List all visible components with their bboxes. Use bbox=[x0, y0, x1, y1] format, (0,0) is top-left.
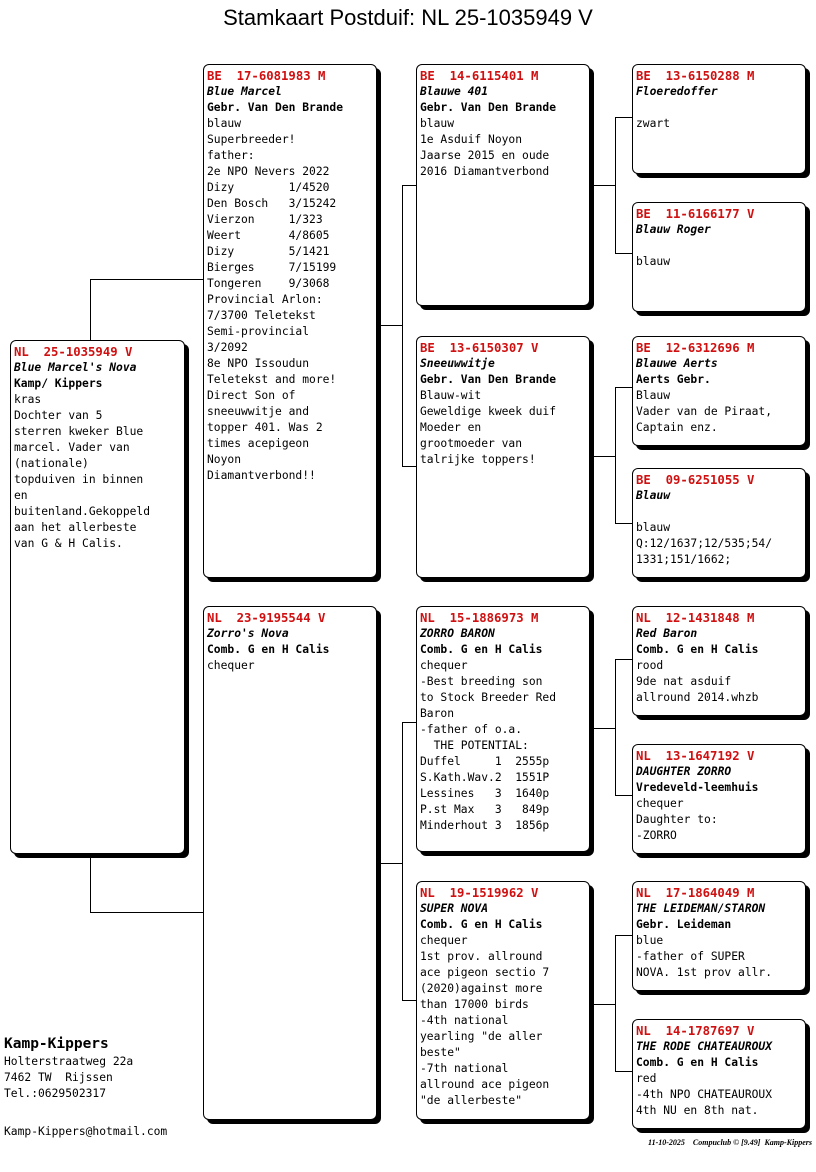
page-title: Stamkaart Postduif: NL 25-1035949 V bbox=[223, 5, 593, 30]
spacer bbox=[636, 100, 802, 116]
info-line: -ZORRO bbox=[636, 829, 677, 842]
owner-name: Comb. G en H Calis bbox=[636, 643, 759, 656]
card-subject[interactable] bbox=[10, 340, 185, 854]
info-line: Duffel 1 2555p bbox=[420, 755, 550, 768]
info-line: 1st prov. allround bbox=[420, 950, 543, 963]
info-line: chequer bbox=[636, 797, 684, 810]
connector-line bbox=[615, 523, 633, 524]
info-line: Noyon bbox=[207, 453, 242, 466]
info-line: van G & H Calis. bbox=[14, 537, 123, 550]
info-line: 1331;151/1662; bbox=[636, 553, 732, 566]
info-line: Lessines 3 1640p bbox=[420, 787, 550, 800]
ring-number: BE 14-6115401 M bbox=[420, 69, 539, 83]
ring-number: NL 23-9195544 V bbox=[207, 611, 326, 625]
info-line: times acepigeon bbox=[207, 437, 310, 450]
breeder-city: 7462 TW Rijssen bbox=[4, 1071, 113, 1084]
info-line: 1e Asduif Noyon bbox=[420, 133, 523, 146]
info-line: Semi-provincial bbox=[207, 325, 310, 338]
breeder-info bbox=[4, 1034, 133, 1102]
info-line: -4th national bbox=[420, 1014, 509, 1027]
ring-number: BE 11-6166177 V bbox=[636, 207, 755, 221]
owner-name: Gebr. Van Den Brande bbox=[207, 101, 344, 114]
info-line: (2020)against more bbox=[420, 982, 543, 995]
info-line: Captain enz. bbox=[636, 421, 718, 434]
info-line: (nationale) bbox=[14, 457, 89, 470]
connector-line bbox=[90, 279, 205, 280]
owner-name: Gebr. Van Den Brande bbox=[420, 373, 557, 386]
ring-number: BE 13-6150307 V bbox=[420, 341, 539, 355]
card-mmf[interactable] bbox=[632, 881, 806, 991]
pigeon-name: DAUGHTER ZORRO bbox=[636, 765, 732, 778]
info-line: Dizy 1/4520 bbox=[207, 181, 330, 194]
card-mother[interactable] bbox=[203, 606, 377, 1120]
owner-name: Kamp/ Kippers bbox=[14, 377, 103, 390]
info-line: -father of o.a. bbox=[420, 723, 523, 736]
info-line: -father of SUPER bbox=[636, 950, 745, 963]
info-line: -7th national bbox=[420, 1062, 509, 1075]
connector-line bbox=[615, 659, 616, 796]
pigeon-name: Blue Marcel's Nova bbox=[14, 361, 137, 374]
info-line: red bbox=[636, 1072, 657, 1085]
info-line: Bierges 7/15199 bbox=[207, 261, 337, 274]
info-line: 2016 Diamantverbond bbox=[420, 165, 550, 178]
connector-line bbox=[402, 185, 403, 466]
info-line: 3/2092 bbox=[207, 341, 248, 354]
connector-line bbox=[615, 935, 633, 936]
info-line: rood bbox=[636, 659, 664, 672]
info-line: chequer bbox=[207, 659, 255, 672]
card-fmm[interactable] bbox=[632, 468, 806, 578]
info-line: THE POTENTIAL: bbox=[420, 739, 529, 752]
info-line: father: bbox=[207, 149, 255, 162]
connector-line bbox=[377, 863, 403, 864]
info-line: allround ace pigeon bbox=[420, 1078, 550, 1091]
info-line: Blauw-wit bbox=[420, 389, 482, 402]
info-line: 7/3700 Teletekst bbox=[207, 309, 316, 322]
info-line: chequer bbox=[420, 659, 468, 672]
ring-number: NL 12-1431848 M bbox=[636, 611, 755, 625]
info-line: NOVA. 1st prov allr. bbox=[636, 966, 773, 979]
info-line: kras bbox=[14, 393, 42, 406]
info-line: Dochter van 5 bbox=[14, 409, 103, 422]
pigeon-name: Blauwe 401 bbox=[420, 85, 489, 98]
info-line: yearling "de aller bbox=[420, 1030, 543, 1043]
pigeon-name: Blauw bbox=[636, 489, 671, 502]
connector-line bbox=[590, 456, 616, 457]
connector-line bbox=[90, 853, 91, 913]
connector-line bbox=[590, 728, 616, 729]
connector-line bbox=[615, 935, 616, 1072]
info-line: blauw bbox=[636, 255, 671, 268]
pigeon-name: THE LEIDEMAN/STARON bbox=[636, 902, 766, 915]
pigeon-name: ZORRO BARON bbox=[420, 627, 495, 640]
spacer bbox=[636, 238, 802, 254]
ring-number: NL 15-1886973 M bbox=[420, 611, 539, 625]
connector-line bbox=[615, 387, 616, 524]
ring-number: NL 25-1035949 V bbox=[14, 345, 133, 359]
info-line: beste" bbox=[420, 1046, 461, 1059]
card-mmm[interactable] bbox=[632, 1019, 806, 1129]
info-line: buitenland.Gekoppeld bbox=[14, 505, 151, 518]
info-line: Dizy 5/1421 bbox=[207, 245, 330, 258]
info-line: Den Bosch 3/15242 bbox=[207, 197, 337, 210]
info-line: marcel. Vader van bbox=[14, 441, 130, 454]
connector-line bbox=[615, 795, 633, 796]
info-line: sneeuwwitje and bbox=[207, 405, 310, 418]
info-line: grootmoeder van bbox=[420, 437, 523, 450]
pigeon-name: Sneeuwwitje bbox=[420, 357, 495, 370]
info-line: blauw bbox=[207, 117, 242, 130]
info-line: Minderhout 3 1856p bbox=[420, 819, 550, 832]
ring-number: NL 19-1519962 V bbox=[420, 886, 539, 900]
info-line: "de allerbeste" bbox=[420, 1094, 523, 1107]
info-line: blauw bbox=[636, 521, 671, 534]
info-line: S.Kath.Wav.2 1551P bbox=[420, 771, 550, 784]
info-line: talrijke toppers! bbox=[420, 453, 536, 466]
connector-line bbox=[377, 325, 403, 326]
info-line: allround 2014.whzb bbox=[636, 691, 759, 704]
owner-name: Gebr. Van Den Brande bbox=[420, 101, 557, 114]
ring-number: NL 17-1864049 M bbox=[636, 886, 755, 900]
owner-name: Aerts Gebr. bbox=[636, 373, 711, 386]
spacer bbox=[636, 504, 802, 520]
info-line: Blauw bbox=[636, 389, 671, 402]
info-line: Baron bbox=[420, 707, 455, 720]
owner-name: Comb. G en H Calis bbox=[420, 918, 543, 931]
info-line: Tongeren 9/3068 bbox=[207, 277, 330, 290]
card-father-father[interactable] bbox=[416, 64, 590, 306]
breeder-email[interactable] bbox=[4, 1124, 167, 1140]
footer-text: 11-10-2025 Compuclub © [9.49] Kamp-Kippers bbox=[648, 1138, 812, 1147]
info-line: Daughter to: bbox=[636, 813, 718, 826]
connector-line bbox=[615, 659, 633, 660]
info-line: Q:12/1637;12/535;54/ bbox=[636, 537, 773, 550]
info-line: than 17000 birds bbox=[420, 998, 529, 1011]
info-line: 8e NPO Issoudun bbox=[207, 357, 310, 370]
card-mother-father[interactable] bbox=[416, 606, 590, 852]
info-line: blue bbox=[636, 934, 664, 947]
info-line: Vader van de Piraat, bbox=[636, 405, 773, 418]
info-line: Weert 4/8605 bbox=[207, 229, 330, 242]
pigeon-name: Blue Marcel bbox=[207, 85, 282, 98]
connector-line bbox=[590, 1004, 616, 1005]
pigeon-name: Blauwe Aerts bbox=[636, 357, 718, 370]
info-line: -4th NPO CHATEAUROUX bbox=[636, 1088, 773, 1101]
info-line: Moeder en bbox=[420, 421, 482, 434]
pigeon-name: Blauw Roger bbox=[636, 223, 711, 236]
info-line: chequer bbox=[420, 934, 468, 947]
info-line: 2e NPO Nevers 2022 bbox=[207, 165, 330, 178]
info-line: en bbox=[14, 489, 28, 502]
info-line: sterren kweker Blue bbox=[14, 425, 144, 438]
ring-number: NL 13-1647192 V bbox=[636, 749, 755, 763]
owner-name: Gebr. Leideman bbox=[636, 918, 732, 931]
breeder-email-text: Kamp-Kippers@hotmail.com bbox=[4, 1125, 168, 1138]
info-line: Vierzon 1/323 bbox=[207, 213, 323, 226]
card-father[interactable] bbox=[203, 64, 377, 578]
pigeon-name: SUPER NOVA bbox=[420, 902, 489, 915]
card-ffm[interactable] bbox=[632, 202, 806, 312]
pigeon-name: Red Baron bbox=[636, 627, 698, 640]
info-line: Jaarse 2015 en oude bbox=[420, 149, 550, 162]
info-line: aan het allerbeste bbox=[14, 521, 137, 534]
owner-name: Vredeveld-leemhuis bbox=[636, 781, 759, 794]
info-line: 4th NU en 8th nat. bbox=[636, 1104, 759, 1117]
ring-number: NL 14-1787697 V bbox=[636, 1024, 755, 1038]
ring-number: BE 09-6251055 V bbox=[636, 473, 755, 487]
connector-line bbox=[90, 912, 205, 913]
connector-line bbox=[615, 387, 633, 388]
info-line: blauw bbox=[420, 117, 455, 130]
breeder-phone: Tel.:0629502317 bbox=[4, 1087, 107, 1100]
owner-name: Comb. G en H Calis bbox=[207, 643, 330, 656]
card-fmf[interactable] bbox=[632, 336, 806, 446]
card-mfm[interactable] bbox=[632, 744, 806, 854]
info-line: Teletekst and more! bbox=[207, 373, 337, 386]
owner-name: Comb. G en H Calis bbox=[636, 1056, 759, 1069]
connector-line bbox=[590, 185, 616, 186]
pigeon-name: THE RODE CHATEAUROUX bbox=[636, 1040, 773, 1053]
ring-number: BE 17-6081983 M bbox=[207, 69, 326, 83]
card-mother-mother[interactable] bbox=[416, 881, 590, 1120]
ring-number: BE 13-6150288 M bbox=[636, 69, 755, 83]
pigeon-name: Floeredoffer bbox=[636, 85, 718, 98]
info-line: 9de nat asduif bbox=[636, 675, 732, 688]
pigeon-name: Zorro's Nova bbox=[207, 627, 289, 640]
info-line: to Stock Breeder Red bbox=[420, 691, 557, 704]
owner-name: Comb. G en H Calis bbox=[420, 643, 543, 656]
info-line: -Best breeding son bbox=[420, 675, 543, 688]
info-line: topper 401. Was 2 bbox=[207, 421, 323, 434]
connector-line bbox=[615, 117, 633, 118]
connector-line bbox=[402, 722, 403, 1001]
info-line: ace pigeon sectio 7 bbox=[420, 966, 550, 979]
info-line: Geweldige kweek duif bbox=[420, 405, 557, 418]
breeder-name: Kamp-Kippers bbox=[4, 1036, 109, 1052]
card-father-mother[interactable] bbox=[416, 336, 590, 578]
connector-line bbox=[90, 279, 91, 341]
info-line: zwart bbox=[636, 117, 671, 130]
info-line: Provincial Arlon: bbox=[207, 293, 323, 306]
card-mff[interactable] bbox=[632, 606, 806, 716]
info-line: topduiven in binnen bbox=[14, 473, 144, 486]
info-line: Diamantverbond!! bbox=[207, 469, 316, 482]
info-line: P.st Max 3 849p bbox=[420, 803, 550, 816]
breeder-address: Holterstraatweg 22a bbox=[4, 1055, 134, 1068]
info-line: Direct Son of bbox=[207, 389, 296, 402]
info-line: Superbreeder! bbox=[207, 133, 296, 146]
ring-number: BE 12-6312696 M bbox=[636, 341, 755, 355]
connector-line bbox=[615, 1071, 633, 1072]
connector-line bbox=[615, 253, 633, 254]
connector-line bbox=[615, 117, 616, 254]
card-fff[interactable] bbox=[632, 64, 806, 174]
